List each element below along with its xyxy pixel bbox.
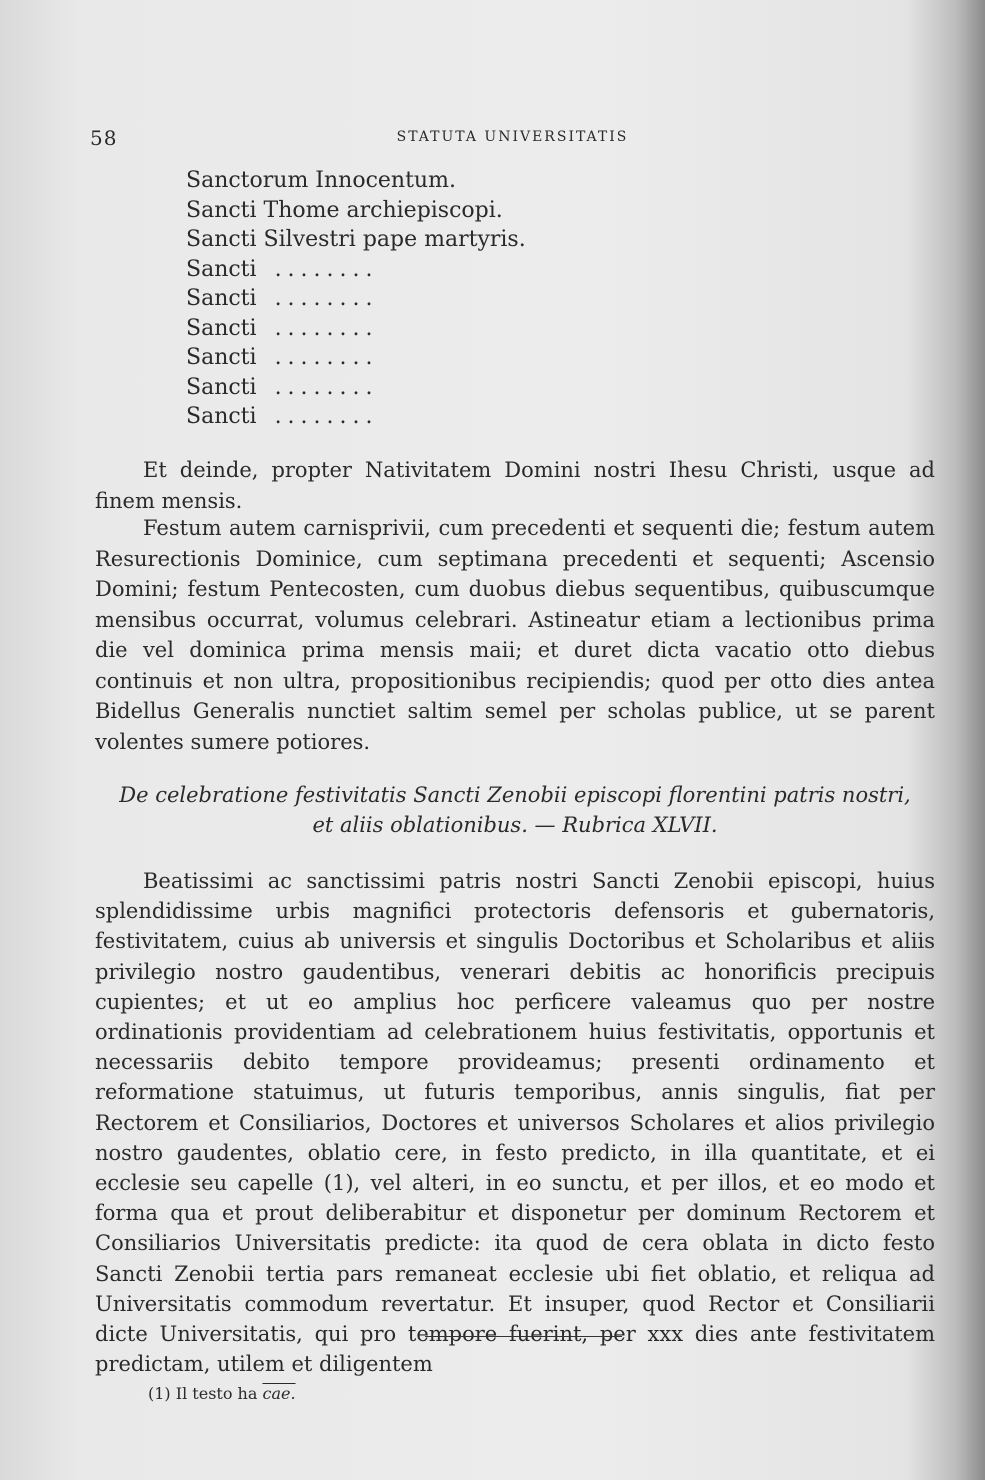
list-item: Sancti ........ bbox=[186, 286, 379, 311]
list-item: Sancti ........ bbox=[186, 374, 379, 400]
list-item: Sancti Silvestri pape martyris. bbox=[186, 227, 526, 252]
page-number: 58 bbox=[90, 126, 118, 150]
rubric-heading bbox=[95, 780, 935, 840]
list-item: Sanctorum Innocentum. bbox=[186, 168, 456, 193]
footnote-marker: (1) bbox=[148, 1384, 171, 1403]
list-item: Sancti Thome archiepiscopi. bbox=[186, 197, 503, 223]
list-item: Sancti ........ bbox=[186, 345, 379, 370]
running-title: STATUTA UNIVERSITATIS bbox=[396, 129, 629, 145]
rubric-line-2: et aliis oblationibus. — Rubrica XLVII. bbox=[312, 813, 718, 837]
rubric-line-1: De celebratione festivitatis Sancti Zenobii episcopi florentini patris nostri, bbox=[119, 783, 911, 807]
list-item: Sancti ........ bbox=[186, 404, 379, 429]
footnote-text: Il testo ha bbox=[175, 1384, 258, 1403]
saints-list bbox=[186, 166, 606, 432]
paragraph-festum: Festum autem carnisprivii, cum precedenti et sequenti die; festum autem Resurectionis Dominice, cum septimana precedenti et sequenti; Ascensio Domini; festum Pentecosten, cum duobus diebus sequentibus, quibuscumque mensibus occurrat, volumus celebrari. Astineatur etiam a lectionibus prima die vel dominica prima mensis maii; et duret dicta vacatio otto diebus continuis et non ultra, propositionibus recipiendis; quod per otto dies antea Bidellus Generalis nunctiet saltim semel per scholas publice, ut se parent volentes sumere potiores. bbox=[95, 516, 935, 754]
footnote bbox=[148, 1384, 296, 1403]
footnote-divider bbox=[425, 1336, 622, 1337]
paragraph-zenobius: Beatissimi ac sanctissimi patris nostri Sancti Zenobii episcopi, huius splendidissime urbis magnifici protectoris defensoris et gubernatoris, festivitatem, cuius ab universis et singulis Doctoribus et Scholaribus et aliis privilegio nostro gaudentibus, venerari debitis ac honorificis precipuis cupientes; et ut eo amplius hoc perficere valeamus quo per nostre ordinationis providentiam ad celebrationem huius festivitatis, opportunis et necessariis debito tempore provideamus; presenti ordinamento et reformatione statuimus, ut futuris temporibus, annis singulis, fiat per Rectorem et Consiliarios, Doctores et universos Scholares et alios privilegio nostro gaudentes, oblatio cere, in festo predicto, in illa quantitate, et ei ecclesie seu capelle (1), vel alteri, in eo sunctu, et per illos, et eo modo et forma qua et prout deliberabitur et disponetur per dominum Rectorem et Consiliarios Universitatis predicte: ita quod de cera oblata in dicto festo Sancti Zenobii tertia pars remaneat ecclesie ubi fiet oblatio, et reliqua ad Universitatis commodum revertatur. Et insuper, quod Rector et Consiliarii dicte Universitatis, qui pro tempore fuerint, per xxx dies ante festivitatem predictam, utilem et diligentem bbox=[95, 869, 935, 1377]
page-header bbox=[90, 126, 935, 150]
footnote-abbreviation: cae. bbox=[262, 1384, 296, 1403]
paragraph-nativitas: Et deinde, propter Nativitatem Domini nostri Ihesu Christi, usque ad finem mensis. bbox=[95, 458, 935, 513]
list-item: Sancti ........ bbox=[186, 315, 379, 341]
list-item: Sancti ........ bbox=[186, 256, 379, 282]
